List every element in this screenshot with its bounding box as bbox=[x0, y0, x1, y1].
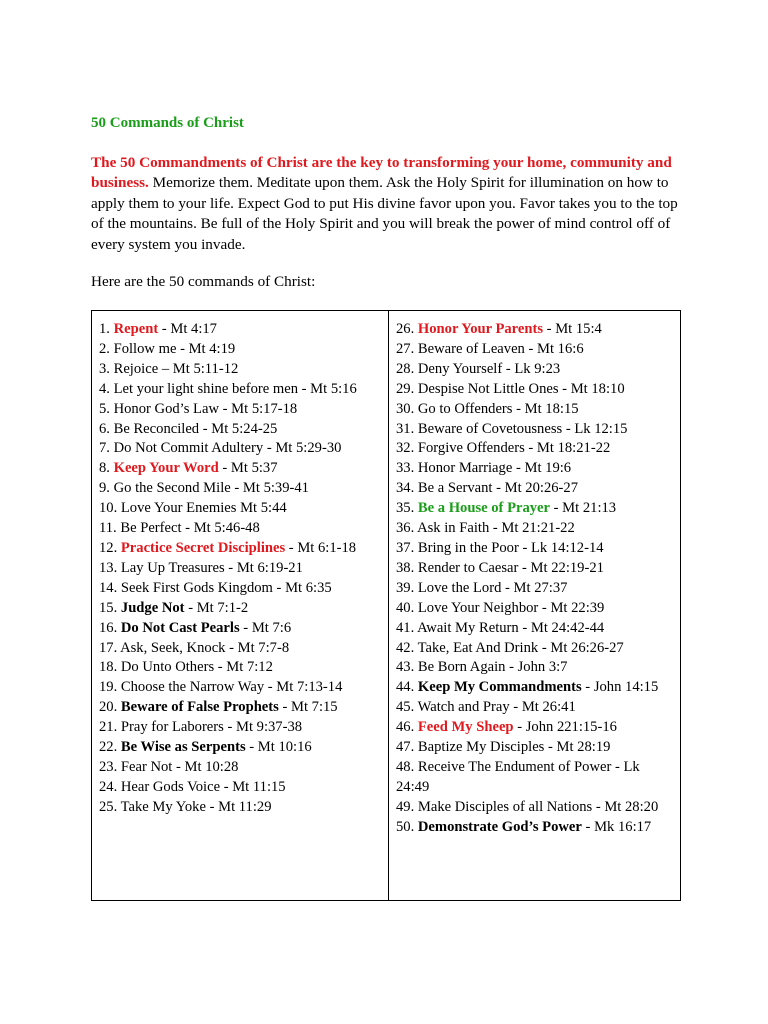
command-item bbox=[99, 758, 382, 778]
command-text: 18. Do Unto Others - Mt 7:12 bbox=[99, 659, 273, 676]
command-text: 30. Go to Offenders - Mt 18:15 bbox=[396, 400, 579, 417]
command-text: 24. Hear Gods Voice - Mt 11:15 bbox=[99, 778, 286, 795]
command-text: 33. Honor Marriage - Mt 19:6 bbox=[396, 460, 572, 477]
command-reference: - Mt 7:6 bbox=[239, 619, 292, 636]
command-text: 37. Bring in the Poor - Lk 14:12-14 bbox=[396, 539, 604, 556]
command-text: 19. Choose the Narrow Way - Mt 7:13-14 bbox=[99, 679, 343, 696]
command-text: 20. bbox=[99, 699, 121, 716]
command-text: 34. Be a Servant - Mt 20:26-27 bbox=[396, 480, 578, 497]
command-text: 7. Do Not Commit Adultery - Mt 5:29-30 bbox=[99, 440, 342, 457]
command-item bbox=[99, 539, 382, 559]
command-text: 40. Love Your Neighbor - Mt 22:39 bbox=[396, 599, 605, 616]
command-reference: - Mk 16:17 bbox=[581, 818, 652, 835]
command-text: 49. Make Disciples of all Nations - Mt 28:20 bbox=[396, 798, 659, 815]
command-text: 14. Seek First Gods Kingdom - Mt 6:35 bbox=[99, 579, 332, 596]
command-text: 23. Fear Not - Mt 10:28 bbox=[99, 758, 239, 775]
command-item bbox=[99, 439, 382, 459]
command-reference: - Mt 7:15 bbox=[278, 699, 338, 716]
command-text: 29. Despise Not Little Ones - Mt 18:10 bbox=[396, 380, 625, 397]
intro-paragraph bbox=[91, 153, 683, 255]
command-item bbox=[99, 798, 382, 818]
command-reference: - Mt 7:1-2 bbox=[184, 599, 249, 616]
command-item bbox=[99, 698, 382, 718]
command-reference: - Mt 21:13 bbox=[550, 500, 617, 517]
command-item bbox=[396, 738, 674, 758]
command-text: 39. Love the Lord - Mt 27:37 bbox=[396, 579, 568, 596]
command-item bbox=[99, 459, 382, 479]
command-highlight: Judge Not bbox=[120, 599, 185, 616]
command-item bbox=[396, 439, 674, 459]
commands-table bbox=[91, 310, 681, 901]
command-item bbox=[396, 758, 674, 798]
command-text: 31. Beware of Covetousness - Lk 12:15 bbox=[396, 420, 628, 437]
command-text: 1. bbox=[99, 321, 114, 337]
command-text: 28. Deny Yourself - Lk 9:23 bbox=[396, 360, 561, 377]
command-item bbox=[99, 738, 382, 758]
command-text: 42. Take, Eat And Drink - Mt 26:26-27 bbox=[396, 639, 624, 656]
command-highlight: Be Wise as Serpents bbox=[120, 739, 246, 756]
command-reference: - Mt 10:16 bbox=[245, 739, 312, 756]
command-item bbox=[396, 380, 674, 400]
commands-column-right bbox=[389, 311, 681, 901]
command-item bbox=[396, 678, 674, 698]
command-text: 36. Ask in Faith - Mt 21:21-22 bbox=[396, 520, 575, 537]
command-highlight: Repent bbox=[113, 321, 159, 337]
command-text: 46. bbox=[396, 719, 418, 736]
command-item bbox=[396, 479, 674, 499]
command-text: 27. Beware of Leaven - Mt 16:6 bbox=[396, 340, 584, 357]
command-item bbox=[396, 420, 674, 440]
command-item bbox=[99, 519, 382, 539]
command-text: 12. bbox=[99, 539, 121, 556]
command-item bbox=[99, 579, 382, 599]
command-text: 41. Await My Return - Mt 24:42-44 bbox=[396, 619, 605, 636]
command-highlight: Keep Your Word bbox=[113, 460, 219, 477]
command-text: 9. Go the Second Mile - Mt 5:39-41 bbox=[99, 480, 309, 497]
command-reference: - Mt 4:17 bbox=[158, 321, 217, 337]
command-item bbox=[99, 320, 382, 340]
intro-body: Memorize them. Meditate upon them. Ask the Holy Spirit for illumination on how to apply them to your life. Expect God to put His divine favor upon you. Favor takes you to the top of the mountains. Be full of the Holy Spirit and you will break the power of mind control off of every system you invade. bbox=[91, 174, 678, 253]
command-item bbox=[396, 818, 674, 838]
command-item bbox=[396, 798, 674, 818]
command-text: 16. bbox=[99, 619, 121, 636]
command-highlight: Practice Secret Disciplines bbox=[120, 539, 286, 556]
command-text: 13. Lay Up Treasures - Mt 6:19-21 bbox=[99, 559, 303, 576]
command-text: 4. Let your light shine before men - Mt 5:16 bbox=[99, 380, 357, 397]
command-highlight: Feed My Sheep bbox=[417, 719, 514, 736]
command-text: 43. Be Born Again - John 3:7 bbox=[396, 659, 568, 676]
command-item bbox=[396, 499, 674, 519]
command-reference: - Mt 5:37 bbox=[218, 460, 278, 477]
command-item bbox=[396, 599, 674, 619]
command-item bbox=[396, 639, 674, 659]
command-text: 38. Render to Caesar - Mt 22:19-21 bbox=[396, 559, 604, 576]
document-title: 50 Commands of Christ bbox=[91, 115, 244, 131]
command-text: 3. Rejoice – Mt 5:11-12 bbox=[99, 360, 239, 377]
command-text: 17. Ask, Seek, Knock - Mt 7:7-8 bbox=[99, 639, 290, 656]
command-text: 25. Take My Yoke - Mt 11:29 bbox=[99, 798, 272, 815]
command-text: 50. bbox=[396, 818, 418, 835]
command-text: 32. Forgive Offenders - Mt 18:21-22 bbox=[396, 440, 611, 457]
command-item bbox=[99, 420, 382, 440]
command-item bbox=[99, 778, 382, 798]
command-text: 5. Honor God’s Law - Mt 5:17-18 bbox=[99, 400, 298, 417]
command-item bbox=[396, 539, 674, 559]
command-text: 8. bbox=[99, 460, 114, 477]
intro-highlight: The 50 Commandments of Christ are the key to transforming your home, community and business. bbox=[91, 154, 672, 192]
command-text: 11. Be Perfect - Mt 5:46-48 bbox=[99, 520, 260, 537]
command-item bbox=[396, 559, 674, 579]
command-text: 48. Receive The Endument of Power - Lk 24:49 bbox=[396, 758, 640, 795]
command-highlight: Keep My Commandments bbox=[417, 679, 582, 696]
command-item bbox=[99, 400, 382, 420]
command-text: 6. Be Reconciled - Mt 5:24-25 bbox=[99, 420, 278, 437]
command-text: 21. Pray for Laborers - Mt 9:37-38 bbox=[99, 719, 303, 736]
command-item bbox=[396, 698, 674, 718]
command-text: 45. Watch and Pray - Mt 26:41 bbox=[396, 699, 576, 716]
command-reference: - John 221:15-16 bbox=[513, 719, 617, 736]
command-text: 35. bbox=[396, 500, 418, 517]
command-item bbox=[396, 340, 674, 360]
commands-column-left bbox=[92, 311, 389, 901]
command-highlight: Do Not Cast Pearls bbox=[120, 619, 240, 636]
command-item bbox=[396, 360, 674, 380]
command-item bbox=[99, 658, 382, 678]
command-text: 2. Follow me - Mt 4:19 bbox=[99, 340, 236, 357]
command-text: 44. bbox=[396, 679, 418, 696]
command-highlight: Beware of False Prophets bbox=[120, 699, 279, 716]
commands-row bbox=[92, 311, 681, 901]
command-item bbox=[99, 718, 382, 738]
command-item bbox=[99, 360, 382, 380]
command-item bbox=[99, 380, 382, 400]
command-reference: - John 14:15 bbox=[581, 679, 659, 696]
command-item bbox=[396, 519, 674, 539]
command-text: 47. Baptize My Disciples - Mt 28:19 bbox=[396, 739, 611, 756]
command-item bbox=[396, 658, 674, 678]
command-text: 10. Love Your Enemies Mt 5:44 bbox=[99, 500, 287, 517]
command-text: 26. bbox=[396, 321, 418, 337]
command-reference: - Mt 15:4 bbox=[543, 321, 602, 337]
lead-text: Here are the 50 commands of Christ: bbox=[91, 273, 316, 290]
command-item bbox=[99, 678, 382, 698]
command-item bbox=[99, 479, 382, 499]
command-item bbox=[396, 619, 674, 639]
command-text: 22. bbox=[99, 739, 121, 756]
command-highlight: Be a House of Prayer bbox=[417, 500, 551, 517]
command-item bbox=[99, 619, 382, 639]
command-highlight: Honor Your Parents bbox=[417, 321, 544, 337]
command-item bbox=[99, 340, 382, 360]
command-item bbox=[396, 459, 674, 479]
command-reference: - Mt 6:1-18 bbox=[285, 539, 357, 556]
command-item bbox=[396, 718, 674, 738]
command-item bbox=[396, 400, 674, 420]
command-item bbox=[99, 639, 382, 659]
command-highlight: Demonstrate God’s Power bbox=[417, 818, 582, 835]
command-item bbox=[99, 559, 382, 579]
command-item bbox=[396, 579, 674, 599]
command-item bbox=[99, 499, 382, 519]
command-item bbox=[99, 599, 382, 619]
command-text: 15. bbox=[99, 599, 121, 616]
command-item bbox=[396, 320, 674, 340]
